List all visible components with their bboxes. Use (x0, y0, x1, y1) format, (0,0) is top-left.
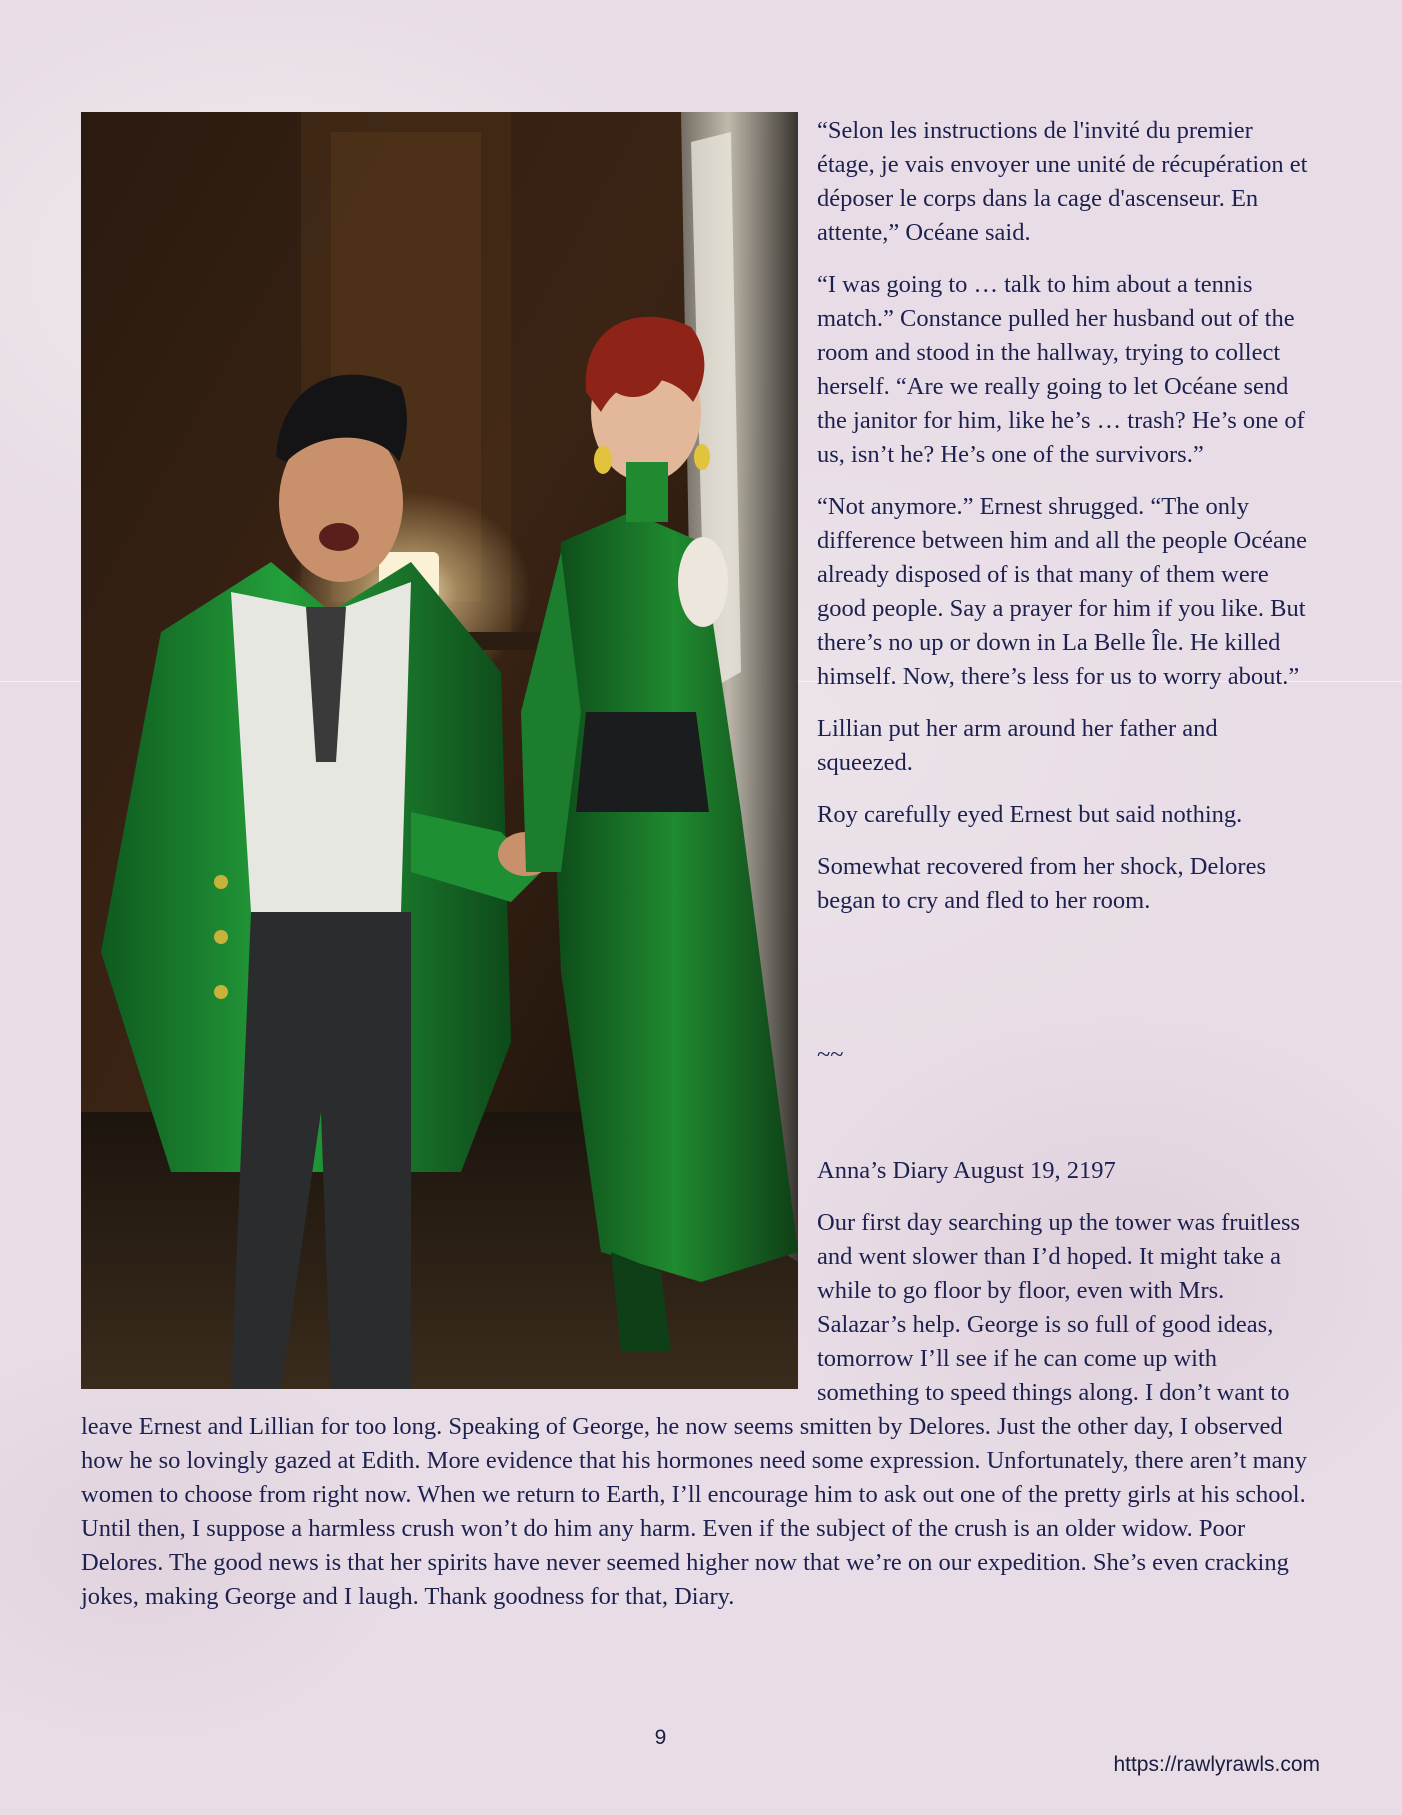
story-paragraph: “I was going to … talk to him about a tennis match.” Constance pulled her husband out of the room and stood in the hallway, trying to collect herself. “Are we really going to let Océane send the janitor for him, like he’s … trash? He’s one of us, isn’t he? He’s one of the survivors.” (817, 271, 1305, 468)
illustration-artwork (81, 112, 798, 1389)
story-paragraph: Somewhat recovered from her shock, Delores began to cry and fled to her room. (817, 853, 1267, 914)
article (81, 112, 1316, 1614)
scene-separator: ~~ (817, 1041, 844, 1068)
diary-paragraph: Our first day searching up the tower was fruitless and went slower than I’d hoped. It might take a while to go floor by floor, even with Mrs. Salazar’s help. George is so full of good ideas, tomorrow I’ll see if he can come up with something to speed things along. I don’t want to leave Ernest and Lillian for too long. Speaking of George, he now seems smitten by Delores. Just the other day, I observed how he so lovingly gazed at Edith. More evidence that his hormones need some expression. Unfortunately, there aren’t many women to choose from right now. When we return to Earth, I’ll encourage him to ask out one of the pretty girls at his school. Until then, I suppose a harmless crush won’t do him any harm. Even if the subject of the crush is an older widow. Poor Delores. The good news is that her spirits have never seemed higher now that we’re on our expedition. She’s even cracking jokes, making George and I laugh. Thank goodness for that, Diary. (81, 1209, 1308, 1610)
story-paragraph: Roy carefully eyed Ernest but said nothing. (817, 801, 1243, 828)
diary-heading: Anna’s Diary August 19, 2197 (817, 1157, 1116, 1184)
story-paragraph: Lillian put her arm around her father and squeezed. (817, 715, 1218, 776)
story-paragraph: “Not anymore.” Ernest shrugged. “The only difference between him and all the people Océane already disposed of is that many of them were good people. Say a prayer for him if you like. But there’s no up or down in La Belle Île. He killed himself. Now, there’s less for us to worry about.” (817, 493, 1307, 690)
illustration (81, 112, 798, 1389)
story-paragraph: “Selon les instructions de l'invité du premier étage, je vais envoyer une unité de récupération et déposer le corps dans la cage d'ascenseur. En attente,” Océane said. (817, 117, 1308, 246)
website-url[interactable]: https://rawlyrawls.com (1113, 1753, 1320, 1776)
page-number: 9 (654, 1726, 667, 1749)
